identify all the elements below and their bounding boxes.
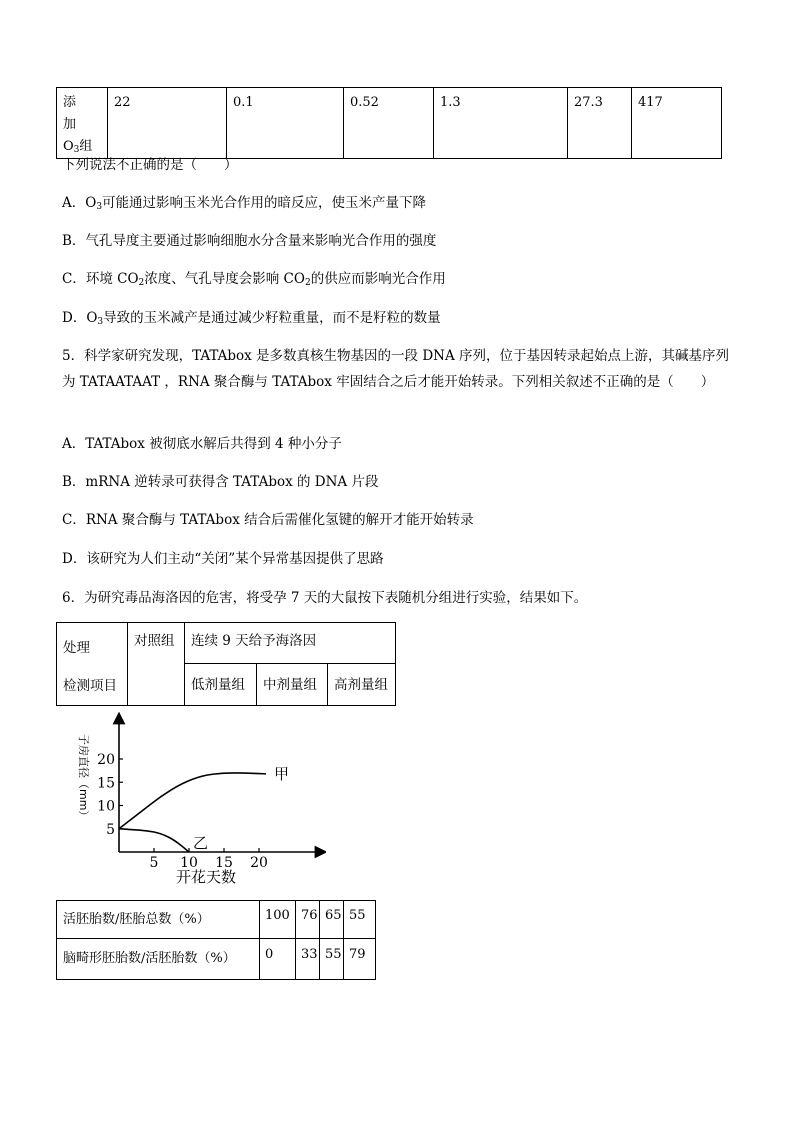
low-dose-label: 低剂量组 [191,676,245,693]
y-axis-label: 子房直径（mm） [77,734,90,822]
y-tick-label: 15 [97,775,115,792]
row-label-cell [57,88,108,159]
row-label-line1: 添 加 [63,95,90,132]
row-label-line2: $O_3$组 [63,139,93,155]
detect-label: 检测项目 [63,678,117,694]
table-cell: 0 [260,939,296,980]
row-label: 脑畸形胚胎数/活胚胎数（%） [57,939,260,980]
table-cell: 417 [632,88,722,159]
q4-option-c: C．环境 $CO_2$浓度、气孔导度会影响 $CO_2$的供应而影响光合作用 [62,271,446,288]
table-cell: 0.1 [227,88,344,159]
q6-treatment-table [56,622,396,706]
table-cell: 100 [260,901,296,939]
q6-stem: 6．为研究毒品海洛因的危害，将受孕 7 天的大鼠按下表随机分组进行实验，结果如下。 [62,590,588,606]
high-dose-label: 高剂量组 [334,676,388,693]
x-tick-label: 10 [180,855,198,871]
x-axis-label: 开花天数 [176,868,237,886]
series-line-jia [119,773,266,829]
q4-option-a: A．$O_3$可能通过影响玉米光合作用的暗反应，使玉米产量下降 [62,195,427,212]
q4-option-d: D．$O_3$导致的玉米减产是通过减少籽粒重量，而不是籽粒的数量 [62,310,441,327]
control-label: 对照组 [134,633,175,649]
high-dose-cell [328,663,396,705]
y-tick-label: 20 [97,752,115,768]
series-label: 甲 [274,764,290,783]
table-cell: 65 [320,901,344,939]
q4-stem: 下列说法不正确的是（ ） [62,157,238,173]
table-cell: 1.3 [434,88,568,159]
ovary-diameter-chart [66,712,326,892]
heroin-label: 连续 9 天给予海洛因 [191,633,317,649]
q5-option-d: D．该研究为人们主动“关闭”某个异常基因提供了思路 [62,551,384,567]
table-cell: 33 [296,939,320,980]
mid-dose-label: 中剂量组 [263,676,317,693]
treat-header-cell [57,623,128,706]
table-cell: 22 [108,88,227,159]
mid-dose-cell [257,663,328,705]
q5-option-a: A．TATAbox 被彻底水解后共得到 4 种小分子 [62,436,342,452]
table-cell: 55 [344,901,376,939]
q4-option-b: B．气孔导度主要通过影响细胞水分含量来影响光合作用的强度 [62,233,437,249]
table-cell: 27.3 [568,88,632,159]
x-tick-label: 5 [149,855,159,871]
x-tick-label: 20 [250,855,268,871]
embryo-results-table [56,900,376,980]
control-cell [128,623,185,706]
heroin-cell [185,623,396,664]
table-cell: 55 [320,939,344,980]
table-cell: 0.52 [344,88,434,159]
table-cell: 79 [344,939,376,980]
q5-stem: 5．科学家研究发现，TATAbox 是多数真核生物基因的一段 DNA 序列，位于基因转录起始点上游，其碱基序列为 TATAATAAT ，RNA 聚合酶与 TATAbox 牢固结合之后才能开始转录。下列相关叙述不正确的是（ ） [62,348,730,390]
low-dose-cell [185,663,257,705]
y-tick-label: 10 [97,798,115,815]
treat-label: 处理 [63,640,90,656]
series-label: 乙 [193,834,209,852]
table-cell: 76 [296,901,320,939]
top-data-table [56,87,722,159]
row-label: 活胚胎数/胚胎总数（%） [57,901,260,939]
q5-option-b: B．mRNA 逆转录可获得含 TATAbox 的 DNA 片段 [62,474,379,490]
x-tick-label: 15 [215,855,233,871]
q5-option-c: C．RNA 聚合酶与 TATAbox 结合后需催化氢键的解开才能开始转录 [62,512,474,528]
y-tick-label: 5 [106,821,115,838]
